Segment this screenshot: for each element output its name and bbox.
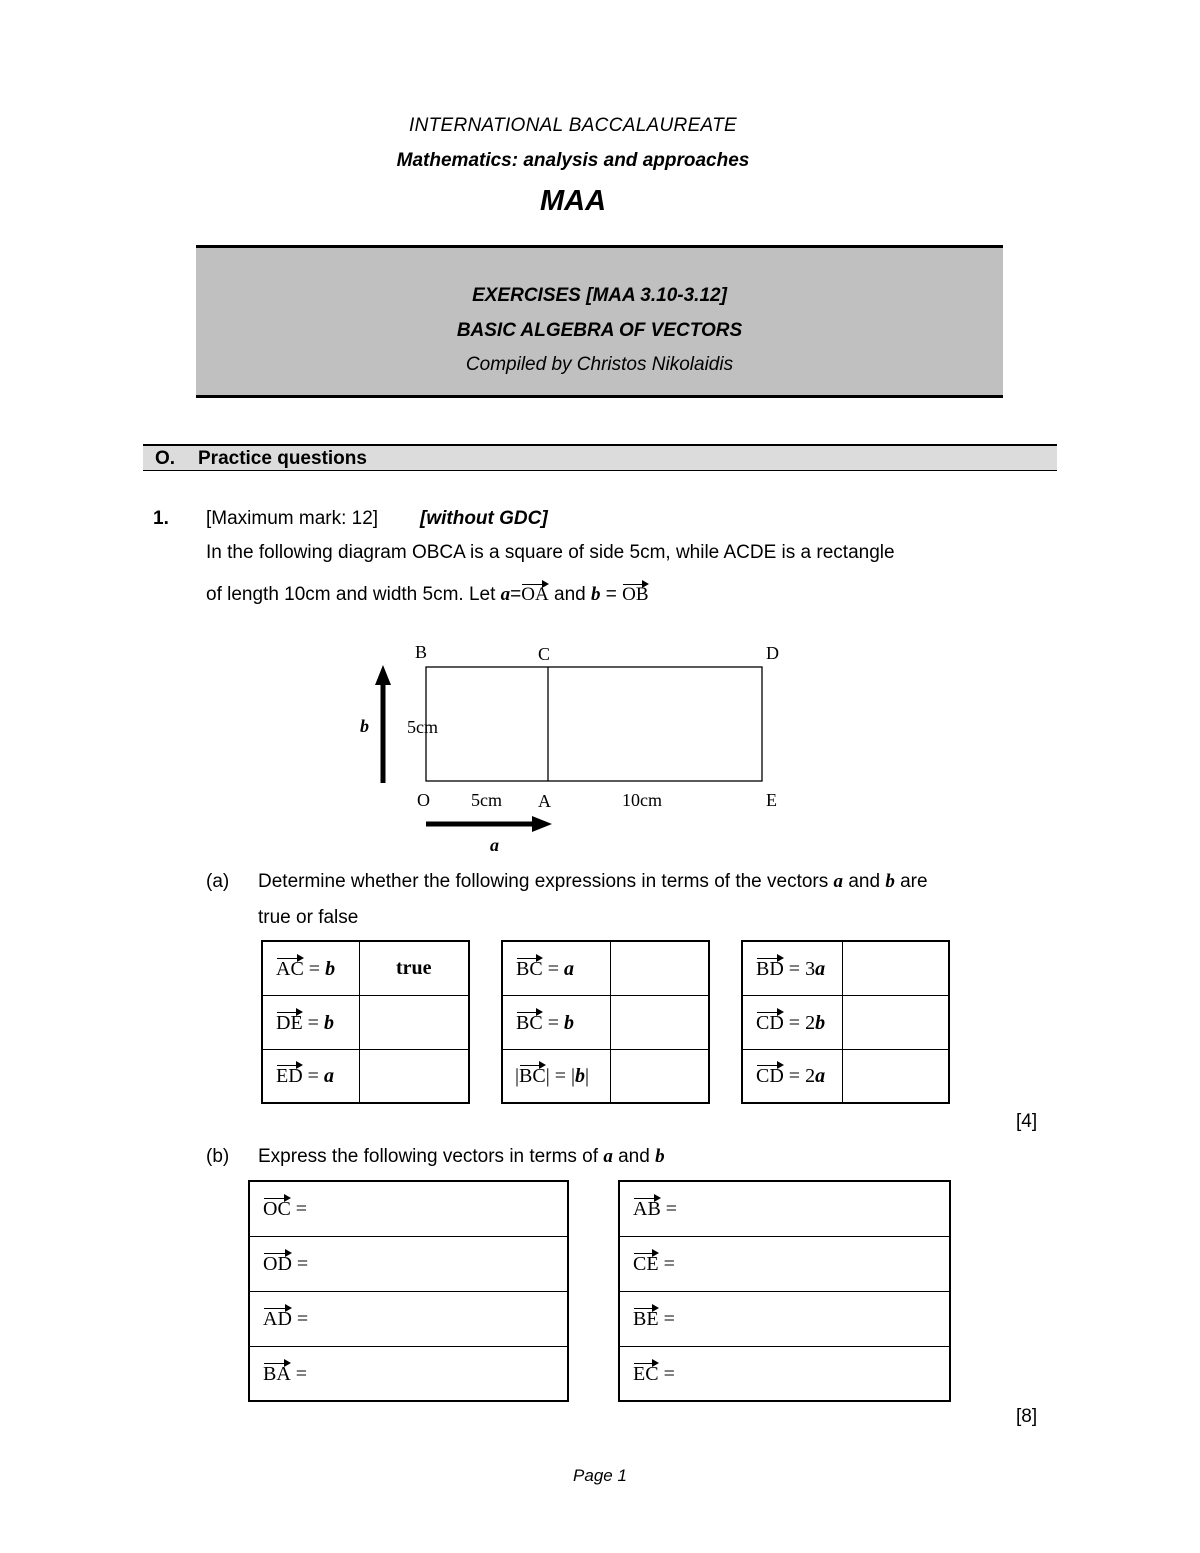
equals-sign: = bbox=[663, 1253, 675, 1275]
banner-topic: BASIC ALGEBRA OF VECTORS bbox=[456, 320, 743, 341]
table-row bbox=[262, 995, 469, 1049]
vector-name: BC bbox=[519, 1065, 546, 1088]
section-title: Practice questions bbox=[198, 448, 367, 469]
table-row bbox=[262, 1049, 469, 1103]
truth-table-3 bbox=[741, 940, 950, 1104]
vector-diagram bbox=[340, 635, 810, 860]
table-row bbox=[262, 941, 469, 995]
expression-cell bbox=[262, 941, 359, 995]
part-a-label: (a) bbox=[206, 871, 230, 892]
course-code: MAA bbox=[539, 185, 607, 217]
expression-rhs: = 2 bbox=[788, 1011, 816, 1034]
course-title: Mathematics: analysis and approaches bbox=[396, 150, 750, 171]
express-table-left bbox=[248, 1180, 569, 1402]
equals-sign: = bbox=[663, 1362, 675, 1385]
expression-rhs: = 3 bbox=[788, 957, 816, 980]
expression-cell: |BC| = |b| bbox=[502, 1049, 610, 1103]
expression-symbol: b bbox=[325, 957, 336, 980]
point-label-c: C bbox=[538, 644, 551, 664]
answer-cell[interactable] bbox=[842, 1049, 949, 1103]
expression-symbol: b bbox=[575, 1065, 585, 1088]
answer-cell[interactable] bbox=[610, 1049, 709, 1103]
answer-cell[interactable] bbox=[249, 1291, 568, 1346]
expression-symbol: b bbox=[563, 1011, 574, 1034]
question-equals2: = bbox=[605, 584, 617, 605]
question-number: 1. bbox=[153, 508, 169, 529]
side-length-5cm-oa: 5cm bbox=[471, 790, 502, 810]
expression-rhs: = bbox=[547, 1011, 564, 1034]
question-and: and bbox=[554, 584, 586, 605]
equals-sign: = bbox=[295, 1362, 308, 1385]
vector-name: OC bbox=[263, 1198, 291, 1221]
expression-cell bbox=[502, 941, 610, 995]
answer-cell[interactable] bbox=[249, 1236, 568, 1291]
truth-table-1 bbox=[261, 940, 470, 1104]
vector-a-arrowhead bbox=[532, 816, 552, 832]
vector-name: CD bbox=[756, 1011, 784, 1034]
answer-cell[interactable] bbox=[842, 941, 949, 995]
part-a-are: are bbox=[900, 871, 928, 892]
answer-cell[interactable] bbox=[610, 995, 709, 1049]
answer-cell[interactable] bbox=[619, 1181, 950, 1236]
part-a-text bbox=[258, 871, 928, 893]
expression-rhs: = bbox=[307, 1065, 324, 1088]
table-row bbox=[619, 1181, 950, 1236]
expression-cell bbox=[502, 995, 610, 1049]
expression-symbol: a bbox=[815, 1065, 826, 1088]
expression-cell bbox=[742, 995, 842, 1049]
answer-cell[interactable]: true bbox=[359, 941, 469, 995]
expression-rhs: = bbox=[308, 957, 326, 980]
answer-cell[interactable] bbox=[619, 1291, 950, 1346]
institution-title: INTERNATIONAL BACCALAUREATE bbox=[408, 115, 737, 136]
vector-name: DE bbox=[276, 1011, 303, 1034]
table-row bbox=[249, 1236, 568, 1291]
answer-cell[interactable] bbox=[359, 995, 469, 1049]
part-a-vector-b: b bbox=[885, 871, 895, 892]
expression-cell bbox=[262, 1049, 359, 1103]
table-row bbox=[502, 941, 709, 995]
equals-sign: = bbox=[665, 1198, 678, 1221]
equals-sign: = bbox=[296, 1253, 309, 1275]
part-b-text1: Express the following vectors in terms of bbox=[258, 1146, 599, 1167]
question-vector-oa: OA bbox=[521, 584, 549, 605]
vector-name: BA bbox=[263, 1362, 291, 1385]
page-number: Page 1 bbox=[573, 1466, 627, 1485]
question-line2-text: of length 10cm and width 5cm. Let bbox=[206, 584, 496, 605]
expression-symbol: b bbox=[323, 1011, 334, 1034]
answer-cell[interactable] bbox=[359, 1049, 469, 1103]
answer-cell[interactable] bbox=[249, 1346, 568, 1401]
expression-rhs: = bbox=[547, 957, 564, 980]
question-tool: [without GDC] bbox=[420, 508, 548, 529]
table-row bbox=[619, 1346, 950, 1401]
vector-a-label: a bbox=[490, 835, 499, 855]
section-header bbox=[143, 444, 1057, 471]
part-b-marks: [8] bbox=[1016, 1406, 1038, 1427]
question-mark: [Maximum mark: 12] bbox=[206, 508, 379, 529]
question-line2 bbox=[206, 582, 649, 606]
side-length-10cm-ae: 10cm bbox=[622, 790, 662, 810]
table-row bbox=[502, 995, 709, 1049]
part-b-vector-a: a bbox=[603, 1146, 613, 1167]
vector-name: CE bbox=[633, 1253, 659, 1275]
question-line1: In the following diagram OBCA is a square of side 5cm, while ACDE is a rectangle bbox=[206, 542, 895, 563]
vector-name: BE bbox=[633, 1308, 659, 1330]
answer-cell[interactable] bbox=[842, 995, 949, 1049]
table-row bbox=[742, 1049, 949, 1103]
table-row bbox=[619, 1291, 950, 1346]
expression-cell bbox=[262, 995, 359, 1049]
vector-name: ED bbox=[276, 1065, 303, 1088]
table-row bbox=[502, 1049, 709, 1103]
expression-tail: | bbox=[585, 1065, 590, 1088]
answer-cell[interactable] bbox=[619, 1236, 950, 1291]
vector-name: CD bbox=[756, 1065, 784, 1088]
vector-name: BC bbox=[516, 957, 543, 980]
point-label-e: E bbox=[766, 790, 777, 810]
express-table-right bbox=[618, 1180, 951, 1402]
answer-cell[interactable] bbox=[610, 941, 709, 995]
rectangle-obde bbox=[426, 667, 762, 781]
table-row bbox=[249, 1291, 568, 1346]
expression-symbol: a bbox=[563, 957, 574, 980]
vector-name: BD bbox=[756, 957, 784, 980]
vector-name: BC bbox=[516, 1011, 543, 1034]
truth-table-2 bbox=[501, 940, 710, 1104]
part-a-vector-a: a bbox=[833, 871, 844, 892]
exercise-banner bbox=[196, 245, 1003, 398]
part-b-label: (b) bbox=[206, 1146, 230, 1167]
equals-sign: = bbox=[296, 1308, 309, 1330]
table-row bbox=[249, 1181, 568, 1236]
part-b-text bbox=[258, 1146, 665, 1168]
part-a-text1: Determine whether the following expressions in terms of the vectors bbox=[258, 871, 829, 892]
expression-symbol: a bbox=[815, 957, 826, 980]
part-a-marks: [4] bbox=[1016, 1111, 1038, 1132]
point-label-d: D bbox=[766, 643, 779, 663]
vector-name: AC bbox=[276, 957, 304, 980]
part-b-and: and bbox=[618, 1146, 650, 1167]
expression-rhs: | = | bbox=[545, 1065, 575, 1088]
point-label-b: B bbox=[415, 642, 428, 662]
equals-sign: = bbox=[295, 1198, 308, 1221]
vector-b-label: b bbox=[360, 716, 369, 736]
part-b-vector-b: b bbox=[655, 1146, 665, 1167]
answer-cell[interactable] bbox=[249, 1181, 568, 1236]
point-label-a: A bbox=[538, 791, 551, 811]
expression-rhs: = bbox=[307, 1011, 324, 1034]
banner-author: Compiled by Christos Nikolaidis bbox=[465, 354, 734, 375]
vector-name: AD bbox=[263, 1308, 292, 1330]
question-equals: = bbox=[510, 584, 522, 605]
table-row bbox=[742, 995, 949, 1049]
expression-symbol: b bbox=[815, 1011, 826, 1034]
section-number: O. bbox=[155, 448, 176, 469]
equals-sign: = bbox=[663, 1308, 675, 1330]
point-label-o: O bbox=[417, 790, 430, 810]
vector-b-arrowhead bbox=[375, 665, 391, 685]
part-a-and: and bbox=[848, 871, 881, 892]
expression-rhs: = 2 bbox=[788, 1065, 816, 1088]
expression-cell bbox=[742, 1049, 842, 1103]
answer-cell[interactable] bbox=[619, 1346, 950, 1401]
expression-cell bbox=[742, 941, 842, 995]
vector-name: AB bbox=[633, 1198, 661, 1221]
table-row bbox=[249, 1346, 568, 1401]
vector-name: OD bbox=[263, 1253, 292, 1275]
question-vector-b: b bbox=[591, 584, 601, 605]
question-vector-a: a bbox=[500, 584, 511, 605]
question-vector-ob: OB bbox=[622, 584, 649, 605]
banner-exercises: EXERCISES [MAA 3.10-3.12] bbox=[472, 285, 727, 306]
table-row bbox=[619, 1236, 950, 1291]
side-length-5cm-vertical: 5cm bbox=[407, 717, 438, 737]
expression-symbol: a bbox=[323, 1065, 334, 1088]
table-row bbox=[742, 941, 949, 995]
part-a-text2: true or false bbox=[258, 907, 359, 928]
vector-name: EC bbox=[633, 1362, 659, 1385]
